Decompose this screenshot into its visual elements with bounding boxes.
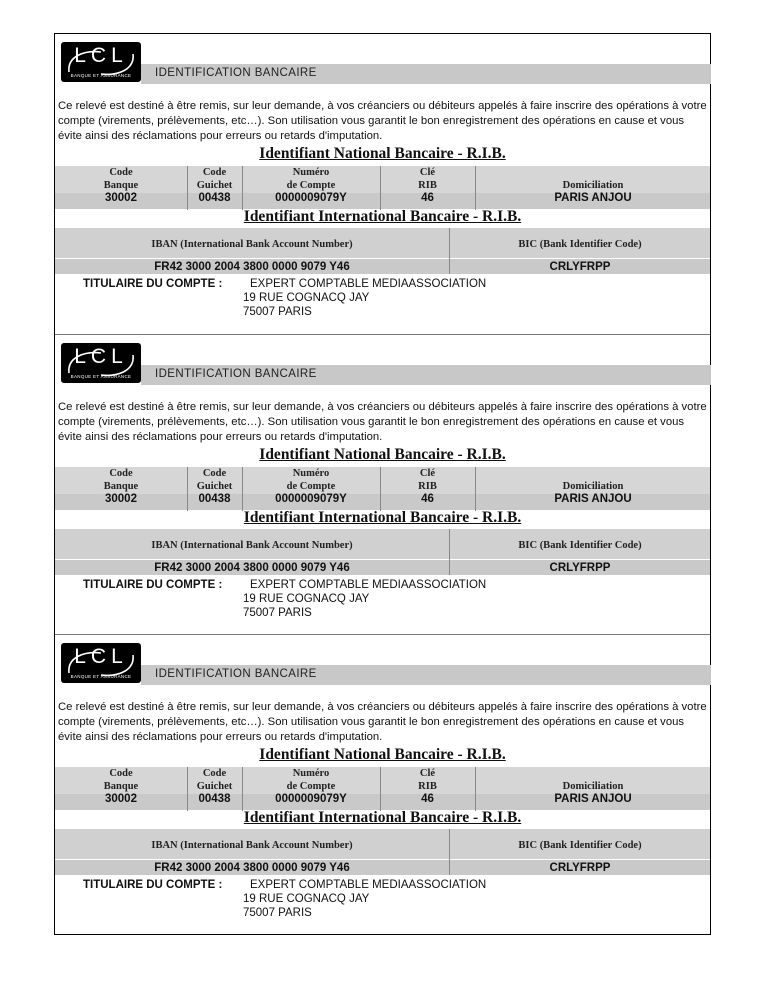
domiciliation-label: Domiciliation xyxy=(562,481,624,492)
logo-text: LCL xyxy=(74,645,128,668)
code-banque-label: Banque xyxy=(103,180,139,191)
code-guichet-value: 00438 xyxy=(198,493,231,505)
numero-compte-label: Numéro xyxy=(292,468,330,479)
iban-label: IBAN (International Bank Account Number) xyxy=(151,840,353,851)
cle-rib-label: Clé xyxy=(419,468,436,479)
rib-section xyxy=(55,34,710,334)
code-banque-column xyxy=(75,166,167,204)
international-id-heading: Identifiant International Bancaire - R.I.B. xyxy=(243,208,522,225)
cle-rib-value: 46 xyxy=(421,493,434,505)
iban-value: FR42 3000 2004 3800 0000 9079 Y46 xyxy=(154,562,350,574)
account-holder-city: 75007 PARIS xyxy=(243,306,312,318)
code-guichet-column xyxy=(187,467,242,505)
code-banque-label: Banque xyxy=(103,781,139,792)
international-id-heading: Identifiant International Bancaire - R.I.B. xyxy=(243,809,522,826)
account-holder-name: EXPERT COMPTABLE MEDIAASSOCIATION xyxy=(250,879,487,891)
cle-rib-column xyxy=(380,767,475,805)
numero-compte-label: de Compte xyxy=(286,481,336,492)
account-holder-street: 19 RUE COGNACQ JAY xyxy=(243,893,370,905)
header-band xyxy=(141,64,711,84)
iban-label: IBAN (International Bank Account Number) xyxy=(151,540,353,551)
account-holder-name: EXPERT COMPTABLE MEDIAASSOCIATION xyxy=(250,579,487,591)
domiciliation-column xyxy=(475,179,711,204)
code-guichet-label: Code xyxy=(202,468,227,479)
header-band xyxy=(141,365,711,385)
code-guichet-column xyxy=(187,767,242,805)
numero-compte-label: Numéro xyxy=(292,167,330,178)
domiciliation-column xyxy=(475,480,711,505)
national-id-heading: Identifiant National Bancaire - R.I.B. xyxy=(259,746,506,763)
code-banque-label: Code xyxy=(109,167,133,178)
numero-compte-value: 0000009079Y xyxy=(275,493,347,505)
code-banque-column xyxy=(75,767,167,805)
intro-paragraph: Ce relevé est destiné à être remis, sur leur demande, à vos créanciers ou débiteurs appelés à faire inscrire des opérations à votre compte (virements, prélèvements, etc…). Son utilisation vous garantit le bon enregistrement des opérations en cause et vous évite ainsi des réclamations pour erreurs ou retards d'imputation. xyxy=(58,401,707,443)
account-holder-name: EXPERT COMPTABLE MEDIAASSOCIATION xyxy=(250,278,487,290)
rib-section xyxy=(55,334,710,635)
lcl-logo xyxy=(61,42,141,82)
code-guichet-label: Guichet xyxy=(196,180,233,191)
bic-value: CRLYFRPP xyxy=(549,862,611,874)
rib-section xyxy=(55,634,710,935)
code-banque-label: Code xyxy=(109,468,133,479)
numero-compte-value: 0000009079Y xyxy=(275,793,347,805)
bic-label: BIC (Bank Identifier Code) xyxy=(518,239,642,250)
code-guichet-value: 00438 xyxy=(198,793,231,805)
code-banque-value: 30002 xyxy=(105,793,137,805)
bic-value: CRLYFRPP xyxy=(549,261,611,273)
national-id-heading: Identifiant National Bancaire - R.I.B. xyxy=(259,446,506,463)
bic-label: BIC (Bank Identifier Code) xyxy=(518,840,642,851)
domiciliation-label: Domiciliation xyxy=(562,781,624,792)
section-title: IDENTIFICATION BANCAIRE xyxy=(155,368,317,380)
numero-compte-label: de Compte xyxy=(286,180,336,191)
code-banque-label: Code xyxy=(109,768,133,779)
iban-label: IBAN (International Bank Account Number) xyxy=(151,239,353,250)
code-guichet-label: Guichet xyxy=(196,781,233,792)
domiciliation-value: PARIS ANJOU xyxy=(554,192,632,204)
account-holder-label: TITULAIRE DU COMPTE : xyxy=(83,278,223,290)
cle-rib-value: 46 xyxy=(421,192,434,204)
domiciliation-column xyxy=(475,780,711,805)
code-guichet-label: Code xyxy=(202,167,227,178)
logo-text: LCL xyxy=(74,44,128,67)
cle-rib-label: RIB xyxy=(418,481,437,492)
bic-value: CRLYFRPP xyxy=(549,562,611,574)
account-holder-street: 19 RUE COGNACQ JAY xyxy=(243,593,370,605)
code-banque-column xyxy=(75,467,167,505)
numero-compte-label: de Compte xyxy=(286,781,336,792)
account-holder-street: 19 RUE COGNACQ JAY xyxy=(243,292,370,304)
numero-compte-column xyxy=(242,467,380,505)
iban-value: FR42 3000 2004 3800 0000 9079 Y46 xyxy=(154,261,350,273)
logo-text: LCL xyxy=(74,345,128,368)
cle-rib-value: 46 xyxy=(421,793,434,805)
numero-compte-column xyxy=(242,166,380,204)
code-guichet-label: Code xyxy=(202,768,227,779)
numero-compte-value: 0000009079Y xyxy=(275,192,347,204)
logo-subtext: BANQUE ET ASSURANCE xyxy=(70,374,132,379)
intro-paragraph: Ce relevé est destiné à être remis, sur leur demande, à vos créanciers ou débiteurs appelés à faire inscrire des opérations à votre compte (virements, prélèvements, etc…). Son utilisation vous garantit le bon enregistrement des opérations en cause et vous évite ainsi des réclamations pour erreurs ou retards d'imputation. xyxy=(58,100,707,142)
code-banque-value: 30002 xyxy=(105,493,137,505)
header-band xyxy=(141,665,711,685)
code-guichet-value: 00438 xyxy=(198,192,231,204)
lcl-logo xyxy=(61,643,141,683)
section-title: IDENTIFICATION BANCAIRE xyxy=(155,668,317,680)
national-id-heading: Identifiant National Bancaire - R.I.B. xyxy=(259,145,506,162)
cle-rib-column xyxy=(380,467,475,505)
international-id-heading: Identifiant International Bancaire - R.I.B. xyxy=(243,509,522,526)
lcl-logo xyxy=(61,343,141,383)
intro-paragraph: Ce relevé est destiné à être remis, sur leur demande, à vos créanciers ou débiteurs appelés à faire inscrire des opérations à votre compte (virements, prélèvements, etc…). Son utilisation vous garantit le bon enregistrement des opérations en cause et vous évite ainsi des réclamations pour erreurs ou retards d'imputation. xyxy=(58,701,707,743)
logo-subtext: BANQUE ET ASSURANCE xyxy=(70,73,132,78)
numero-compte-label: Numéro xyxy=(292,768,330,779)
bic-label: BIC (Bank Identifier Code) xyxy=(518,540,642,551)
code-guichet-column xyxy=(187,166,242,204)
section-title: IDENTIFICATION BANCAIRE xyxy=(155,67,317,79)
numero-compte-column xyxy=(242,767,380,805)
cle-rib-label: RIB xyxy=(418,781,437,792)
cle-rib-column xyxy=(380,166,475,204)
domiciliation-label: Domiciliation xyxy=(562,180,624,191)
logo-subtext: BANQUE ET ASSURANCE xyxy=(70,674,132,679)
domiciliation-value: PARIS ANJOU xyxy=(554,793,632,805)
code-banque-label: Banque xyxy=(103,481,139,492)
code-banque-value: 30002 xyxy=(105,192,137,204)
account-holder-city: 75007 PARIS xyxy=(243,907,312,919)
account-holder-city: 75007 PARIS xyxy=(243,607,312,619)
account-holder-label: TITULAIRE DU COMPTE : xyxy=(83,579,223,591)
code-guichet-label: Guichet xyxy=(196,481,233,492)
cle-rib-label: RIB xyxy=(418,180,437,191)
account-holder-label: TITULAIRE DU COMPTE : xyxy=(83,879,223,891)
cle-rib-label: Clé xyxy=(419,768,436,779)
domiciliation-value: PARIS ANJOU xyxy=(554,493,632,505)
document-frame xyxy=(54,33,711,935)
iban-value: FR42 3000 2004 3800 0000 9079 Y46 xyxy=(154,862,350,874)
cle-rib-label: Clé xyxy=(419,167,436,178)
